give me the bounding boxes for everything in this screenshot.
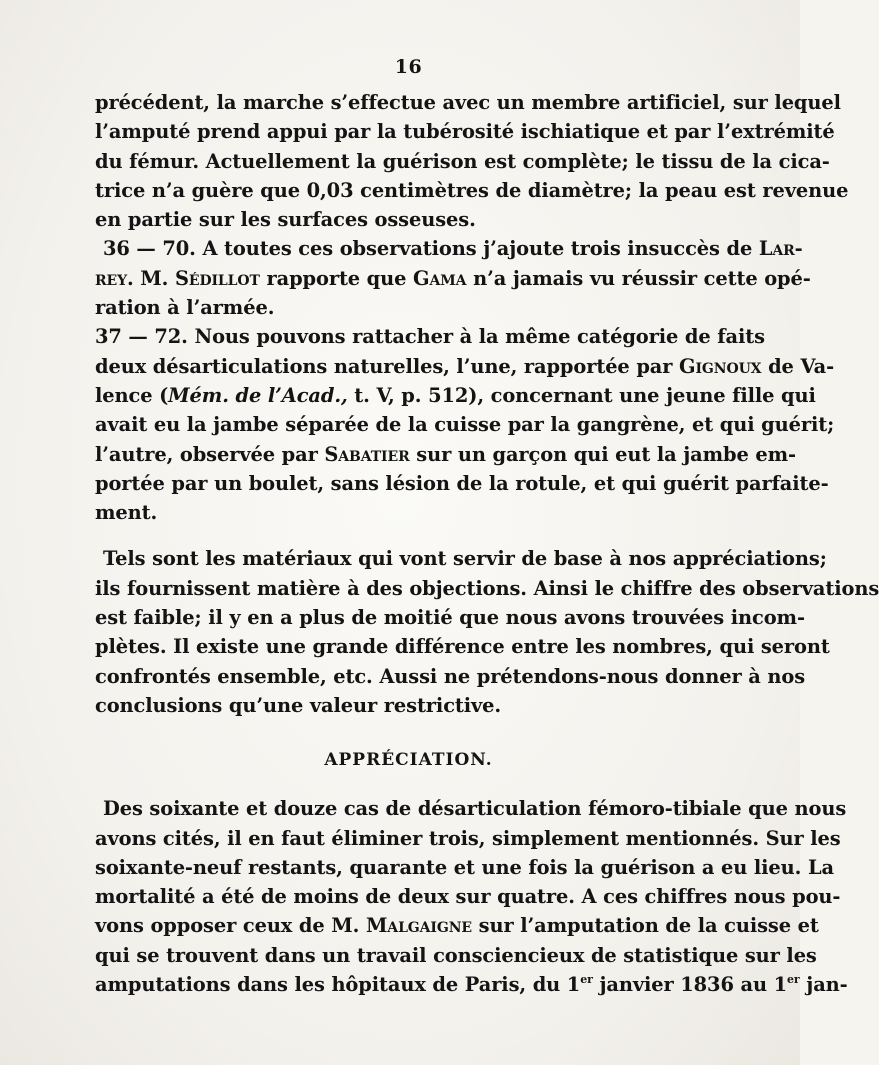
text-line: du fémur. Actuellement la guérison est complète; le tissu de la cica- — [95, 149, 830, 173]
paragraph-2 — [95, 234, 811, 322]
paragraph-1 — [95, 88, 849, 234]
citation-title: Mém. de l’Acad., — [168, 383, 348, 407]
text-segment: jan- — [799, 973, 848, 997]
text-line — [95, 911, 819, 940]
text-segment: deux désarticulations naturelles, l’une, rapportée par — [95, 354, 680, 378]
text-segment: amputations dans les hôpitaux de Paris, du 1 — [95, 973, 581, 997]
text-segment: sur l’amputation de la cuisse et — [472, 914, 819, 938]
text-line: portée par un boulet, sans lésion de la rotule, et qui guérit parfaite- — [95, 471, 829, 495]
text-segment: n’a jamais vu réussir cette opé- — [466, 266, 811, 290]
author-name: Lar- — [758, 237, 803, 261]
text-line: soixante-neuf restants, quarante et une fois la guérison a eu lieu. La — [95, 855, 834, 879]
text-segment: 36 — 70. A toutes ces observations j’ajoute trois insuccès de — [103, 237, 759, 261]
page-number: 16 — [394, 56, 423, 78]
text-line: ils fournissent matière à des objections. Ainsi le chiffre des observations — [95, 576, 879, 600]
text-segment: . M. — [127, 266, 175, 290]
superscript: er — [787, 973, 800, 987]
text-line — [95, 381, 816, 410]
text-line: plètes. Il existe une grande différence entre les nombres, qui seront — [95, 635, 830, 659]
text-line: est faible; il y en a plus de moitié que nous avons trouvées incom- — [95, 606, 805, 630]
text-segment: sur un garçon qui eut la jambe em- — [409, 442, 796, 466]
author-name: Malgaigne — [365, 914, 472, 938]
text-segment: rapporte que — [259, 266, 414, 290]
paragraph-5 — [95, 794, 848, 999]
text-line: Tels sont les matériaux qui vont servir de base à nos appréciations; — [103, 547, 827, 571]
text-line: confrontés ensemble, etc. Aussi ne prétendons-nous donner à nos — [95, 664, 806, 688]
author-name: rey — [95, 266, 127, 290]
text-line — [95, 970, 848, 999]
section-heading: APPRÉCIATION. — [324, 750, 493, 771]
author-name: Sabatier — [324, 442, 410, 466]
text-line: mortalité a été de moins de deux sur quatre. A ces chiffres nous pou- — [95, 885, 841, 909]
text-line — [95, 234, 803, 263]
text-line — [95, 352, 835, 381]
text-line: 37 — 72. Nous pouvons rattacher à la même catégorie de faits — [95, 325, 765, 349]
text-segment: l’autre, observée par — [95, 442, 325, 466]
text-line: conclusions qu’une valeur restrictive. — [95, 693, 502, 717]
text-line — [95, 264, 811, 293]
text-segment: de Va- — [761, 354, 835, 378]
superscript: er — [580, 973, 593, 987]
author-name: Sédillot — [174, 266, 260, 290]
paragraph-3 — [95, 322, 835, 527]
paragraph-4 — [95, 544, 879, 720]
text-line: précédent, la marche s’effectue avec un membre artificiel, sur lequel — [95, 91, 841, 114]
text-segment: t. V, p. 512), concernant une jeune fille qui — [347, 383, 816, 407]
text-segment: vons opposer ceux de M. — [95, 914, 366, 938]
text-line: ment. — [95, 501, 158, 525]
author-name: Gignoux — [679, 354, 762, 378]
text-line: qui se trouvent dans un travail consciencieux de statistique sur les — [95, 943, 817, 967]
text-line: Des soixante et douze cas de désarticulation fémoro-tibiale que nous — [103, 797, 847, 821]
text-line: en partie sur les surfaces osseuses. — [95, 208, 476, 232]
text-line: trice n’a guère que 0,03 centimètres de diamètre; la peau est revenue — [95, 178, 849, 202]
author-name: Gama — [413, 266, 467, 290]
text-line: avons cités, il en faut éliminer trois, simplement mentionnés. Sur les — [95, 826, 841, 850]
text-segment: janvier 1836 au 1 — [592, 973, 788, 997]
text-line: avait eu la jambe séparée de la cuisse par la gangrène, et qui guérit; — [95, 413, 835, 437]
text-line — [95, 440, 796, 469]
text-line: l’amputé prend appui par la tubérosité ischiatique et par l’extrémité — [95, 120, 835, 144]
text-segment: lence ( — [95, 383, 169, 407]
text-line: ration à l’armée. — [95, 296, 275, 320]
